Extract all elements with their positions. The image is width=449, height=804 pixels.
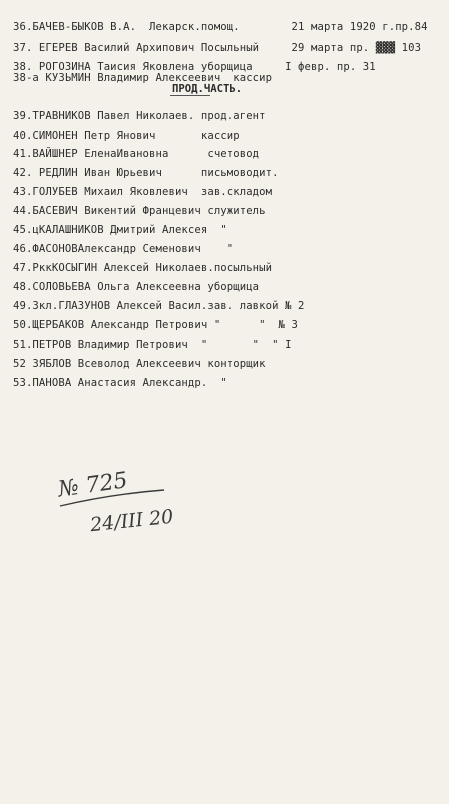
record-line-50: 50.ЩЕРБАКОВ Александр Петрович " " № 3 (13, 319, 299, 331)
record-line-53: 53.ПАНОВА Анастасия Александр. " (13, 377, 227, 389)
stamp-number: № 725 (56, 468, 130, 503)
record-line-43: 43.ГОЛУБЕВ Михаил Яковлевич зав.складом (13, 186, 273, 198)
record-line-47: 47.РккКОСЫГИН Алексей Николаев.посыльный (13, 262, 273, 274)
record-line-37: 37. ЕГЕРЕВ Василий Архипович Посыльный 29 марта пр. ▓▓▓ 103 (13, 42, 422, 54)
record-line-42: 42. РЕДЛИН Иван Юрьевич письмоводит. (13, 167, 279, 179)
stamp-date: 24/III 20 (89, 505, 175, 537)
record-line-41: 41.ВАЙШНЕР ЕленаИвановна счетовод (13, 148, 260, 160)
handwritten-stamp-drawing (52, 466, 182, 546)
record-line-48: 48.СОЛОВЬЕВА Ольга Алексеевна уборщица (13, 281, 260, 293)
record-line-44: 44.БАСЕВИЧ Викентий Францевич служитель (13, 205, 266, 217)
section-heading-underline (170, 95, 210, 96)
record-line-40: 40.СИМОНЕН Петр Янович кассир (13, 130, 240, 142)
handwritten-registration-stamp (52, 466, 182, 546)
section-heading: ПРОД.ЧАСТЬ. (172, 83, 243, 95)
record-line-51: 51.ПЕТРОВ Владимир Петрович " " " I (13, 339, 292, 351)
record-line-36: 36.БАЧЕВ-БЫКОВ В.А. Лекарск.помощ. 21 марта 1920 г.пр.84 (13, 21, 428, 33)
record-line-46: 46.ФАСОНОВАлександр Семенович " (13, 243, 234, 255)
record-line-38: 38. РОГОЗИНА Таисия Яковлена уборщица I февр. пр. 31 (13, 61, 376, 73)
record-line-49: 49.Зкл.ГЛАЗУНОВ Алексей Васил.зав. лавкой № 2 (13, 300, 305, 312)
record-line-52: 52 ЗЯБЛОВ Всеволод Алексеевич конторщик (13, 358, 266, 370)
record-line-39: 39.ТРАВНИКОВ Павел Николаев. прод.агент (13, 110, 266, 122)
record-line-38a: 38-а КУЗЬМИН Владимир Алексеевич кассир (13, 72, 273, 84)
record-line-45: 45.цКАЛАШНИКОВ Дмитрий Алексея " (13, 224, 227, 236)
